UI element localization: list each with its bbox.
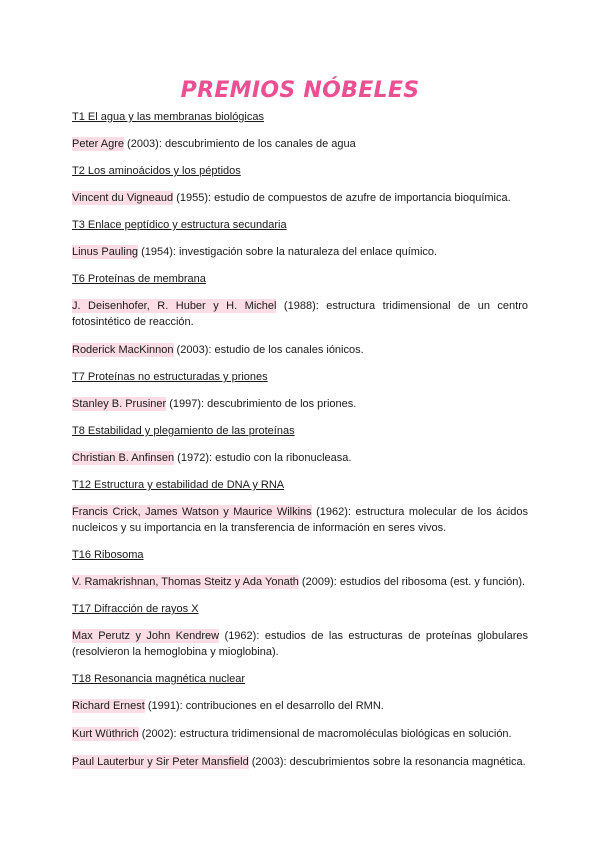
- section-block: [72, 424, 528, 466]
- entry-description: (1972): estudio con la ribonucleasa.: [174, 452, 352, 464]
- laureate-name: Richard Ernest: [72, 700, 145, 712]
- entry-description: (2003): estudio de los canales iónicos.: [173, 344, 364, 356]
- entry-description: (2003): descubrimiento de los canales de agua: [123, 138, 356, 150]
- nobel-entry: [72, 342, 528, 358]
- laureate-name: V. Ramakrishnan, Thomas Steitz y Ada Yonath: [72, 576, 299, 588]
- nobel-entry: [72, 298, 528, 330]
- section-block: [72, 272, 528, 358]
- nobel-entry: [72, 244, 528, 260]
- entry-description: (2003): descubrimientos sobre la resonancia magnética.: [248, 756, 526, 768]
- section-heading: T1 El agua y las membranas biológicas: [72, 111, 264, 123]
- section-block: [72, 110, 528, 152]
- laureate-name: J. Deisenhofer, R. Huber y H. Michel: [72, 300, 277, 312]
- laureate-name: Kurt Wüthrich: [72, 728, 139, 740]
- laureate-name: Roderick MacKinnon: [72, 344, 174, 356]
- section-block: [72, 548, 528, 590]
- entry-description: (1997): descubrimiento de los priones.: [166, 398, 357, 410]
- section-heading: T12 Estructura y estabilidad de DNA y RNA: [72, 479, 285, 491]
- nobel-entry: [72, 628, 528, 660]
- entry-description: (2009): estudios del ribosoma (est. y función).: [298, 576, 526, 588]
- section-heading: T18 Resonancia magnética nuclear: [72, 673, 246, 685]
- section-heading: T8 Estabilidad y plegamiento de las proteínas: [72, 425, 295, 437]
- entry-description: (2002): estructura tridimensional de macromoléculas biológicas en solución.: [138, 728, 512, 740]
- laureate-name: Linus Pauling: [72, 246, 139, 258]
- entry-description: (1988): estructura tridimensional de un centro fotosintético de reacción.: [72, 300, 528, 328]
- section-heading: T3 Enlace peptídico y estructura secundaria: [72, 219, 287, 231]
- nobel-entry: [72, 504, 528, 536]
- section-block: [72, 370, 528, 412]
- laureate-name: Paul Lauterbur y Sir Peter Mansfield: [72, 756, 249, 768]
- section-block: [72, 478, 528, 536]
- nobel-entry: [72, 574, 528, 590]
- entry-description: (1962): estructura molecular de los ácidos nucleicos y su importancia en la transferencia de información en seres vivos.: [72, 506, 528, 534]
- laureate-name: Francis Crick, James Watson y Maurice Wilkins: [72, 506, 312, 518]
- section-heading: T7 Proteínas no estructuradas y priones: [72, 371, 268, 383]
- laureate-name: Stanley B. Prusiner: [72, 398, 167, 410]
- entry-description: (1954): investigación sobre la naturaleza del enlace químico.: [138, 246, 438, 258]
- sections-container: [72, 110, 528, 770]
- nobel-entry: [72, 450, 528, 466]
- nobel-entry: [72, 698, 528, 714]
- nobel-entry: [72, 726, 528, 742]
- section-heading: T17 Difracción de rayos X: [72, 603, 199, 615]
- entry-description: (1962): estudios de las estructuras de proteínas globulares (resolvieron la hemoglobina y mioglobina).: [72, 630, 528, 658]
- page-title: PREMIOS NÓBELES: [180, 78, 420, 103]
- entry-description: (1955): estudio de compuestos de azufre de importancia bioquímica.: [173, 192, 511, 204]
- section-block: [72, 602, 528, 660]
- laureate-name: Christian B. Anfinsen: [72, 452, 175, 464]
- entry-description: (1991): contribuciones en el desarrollo del RMN.: [144, 700, 384, 712]
- laureate-name: Max Perutz y John Kendrew: [72, 630, 220, 642]
- nobel-entry: [72, 136, 528, 152]
- laureate-name: Vincent du Vigneaud: [72, 192, 174, 204]
- section-block: [72, 164, 528, 206]
- nobel-entry: [72, 396, 528, 412]
- document-page: [72, 0, 528, 782]
- section-block: [72, 672, 528, 770]
- section-heading: T16 Ribosoma: [72, 549, 144, 561]
- section-block: [72, 218, 528, 260]
- nobel-entry: [72, 754, 528, 770]
- nobel-entry: [72, 190, 528, 206]
- section-heading: T6 Proteínas de membrana: [72, 273, 206, 285]
- laureate-name: Peter Agre: [72, 138, 124, 150]
- section-heading: T2 Los aminoácidos y los péptidos: [72, 165, 241, 177]
